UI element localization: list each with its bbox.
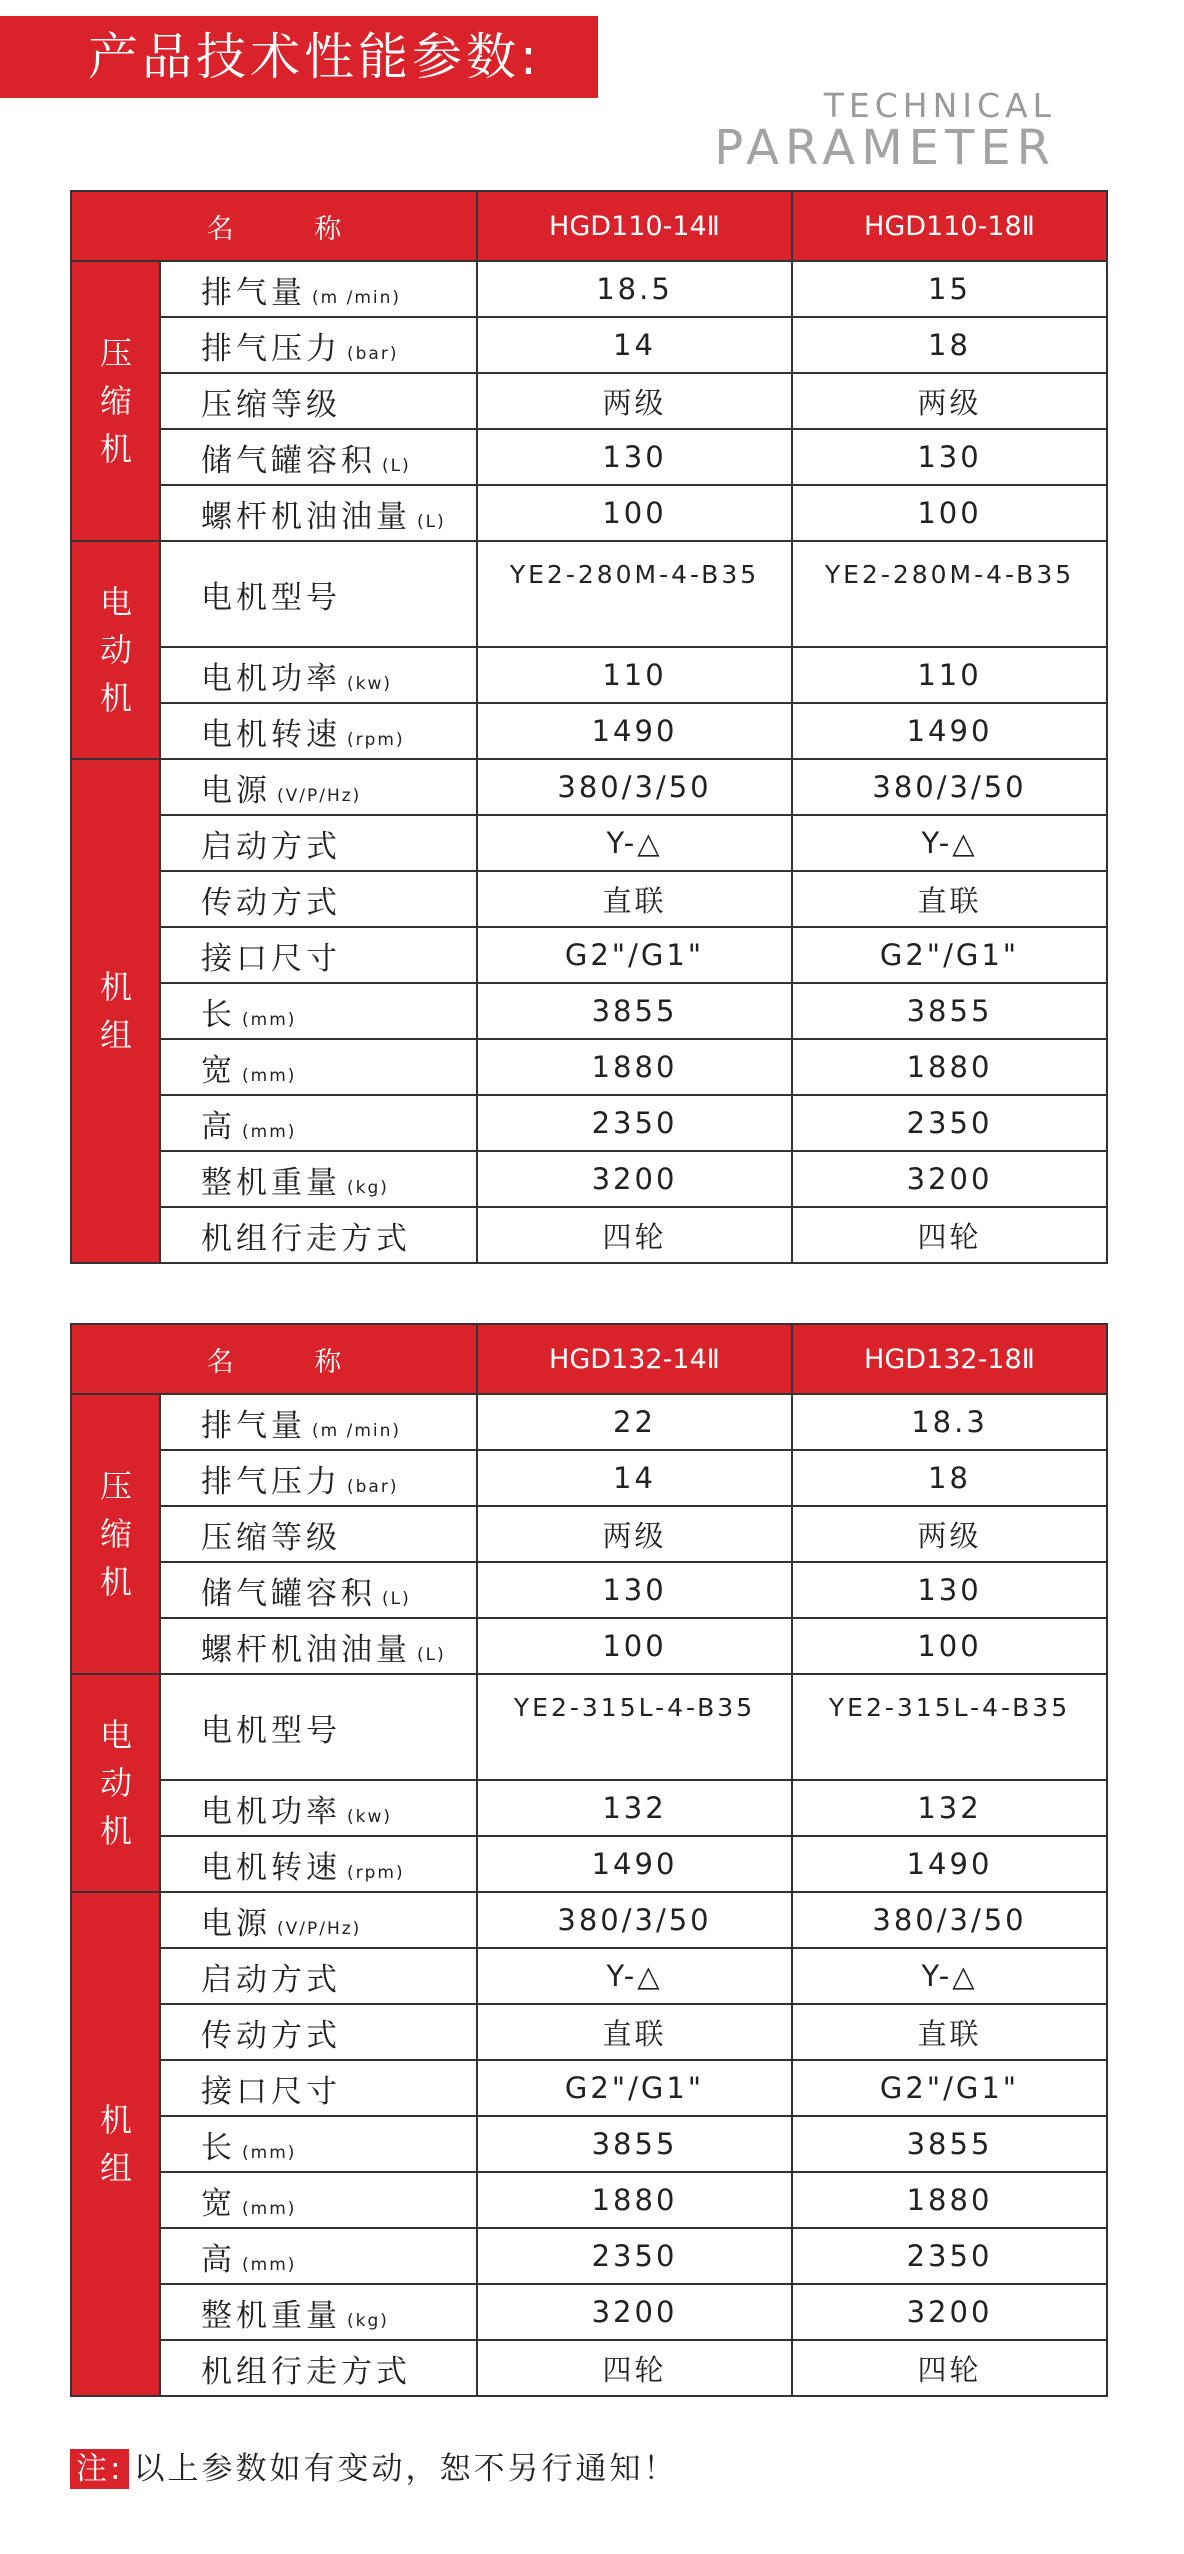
param-value-model-1: 两级 (477, 373, 792, 429)
param-name: 接口尺寸 (201, 2073, 341, 2110)
param-unit: (rpm) (347, 1862, 405, 1883)
param-value-model-2: 18 (792, 317, 1107, 373)
table-row (71, 1506, 1107, 1562)
param-label (160, 2060, 477, 2116)
table-row (71, 373, 1107, 429)
row-group-unit: 机组 (71, 1892, 160, 2396)
param-value-model-1: 18.5 (477, 261, 792, 317)
param-value-model-1: 100 (477, 485, 792, 541)
spec-table (70, 1323, 1108, 2397)
row-group-motor: 电动机 (71, 541, 160, 759)
param-label (160, 261, 477, 317)
param-label (160, 2116, 477, 2172)
param-label (160, 1039, 477, 1095)
table-row (71, 1948, 1107, 2004)
param-value-model-2: 直联 (792, 871, 1107, 927)
param-unit: (L) (382, 1588, 411, 1609)
param-value-model-1: 100 (477, 1618, 792, 1674)
title-banner (0, 16, 598, 98)
param-value-model-2: 110 (792, 647, 1107, 703)
param-value-model-2: 3855 (792, 2116, 1107, 2172)
param-label (160, 927, 477, 983)
param-name: 机组行走方式 (201, 2353, 411, 2390)
param-value-model-1: 两级 (477, 1506, 792, 1562)
param-name: 高 (201, 2241, 236, 2278)
table-row (71, 815, 1107, 871)
param-name: 电机转速 (201, 1849, 341, 1886)
param-value-model-1: YE2-280M-4-B35 (477, 541, 792, 647)
param-name: 传动方式 (201, 884, 341, 921)
column-header-name: 名 称 (71, 1324, 477, 1394)
param-value-model-2: Y-△ (792, 1948, 1107, 2004)
param-label (160, 1151, 477, 1207)
param-name: 排气量 (201, 1407, 306, 1444)
param-label (160, 983, 477, 1039)
param-unit: (bar) (347, 1476, 399, 1497)
param-name: 电机型号 (201, 579, 341, 616)
table-row (71, 1039, 1107, 1095)
param-unit: (kw) (347, 673, 393, 694)
param-name: 电机功率 (201, 660, 341, 697)
param-label (160, 1618, 477, 1674)
param-label (160, 1562, 477, 1618)
param-value-model-1: 3855 (477, 2116, 792, 2172)
param-value-model-2: 3855 (792, 983, 1107, 1039)
param-label (160, 647, 477, 703)
table-header-row (71, 191, 1107, 261)
table-row (71, 2284, 1107, 2340)
table-row (71, 2004, 1107, 2060)
param-value-model-1: 2350 (477, 2228, 792, 2284)
param-name: 压缩等级 (201, 1519, 341, 1556)
param-label (160, 541, 477, 647)
param-value-model-1: 直联 (477, 2004, 792, 2060)
column-header-model-2: HGD110-18Ⅱ (792, 191, 1107, 261)
table-row (71, 983, 1107, 1039)
param-value-model-2: 两级 (792, 1506, 1107, 1562)
param-value-model-1: 1880 (477, 1039, 792, 1095)
param-value-model-1: G2"/G1" (477, 927, 792, 983)
param-unit: (mm) (242, 1065, 297, 1086)
param-value-model-1: 132 (477, 1780, 792, 1836)
param-name: 宽 (201, 1052, 236, 1089)
table-row (71, 429, 1107, 485)
param-value-model-2: 四轮 (792, 2340, 1107, 2396)
param-name: 传动方式 (201, 2017, 341, 2054)
param-value-model-1: 2350 (477, 1095, 792, 1151)
param-value-model-2: YE2-315L-4-B35 (792, 1674, 1107, 1780)
param-unit: (L) (417, 1644, 446, 1665)
param-value-model-1: 3855 (477, 983, 792, 1039)
param-value-model-1: 1490 (477, 703, 792, 759)
param-value-model-1: Y-△ (477, 815, 792, 871)
param-name: 电机转速 (201, 716, 341, 753)
param-label (160, 1892, 477, 1948)
param-value-model-2: 380/3/50 (792, 759, 1107, 815)
param-unit: (rpm) (347, 729, 405, 750)
param-label (160, 703, 477, 759)
param-value-model-1: 1490 (477, 1836, 792, 1892)
param-value-model-2: 100 (792, 1618, 1107, 1674)
param-name: 启动方式 (201, 828, 341, 865)
param-name: 宽 (201, 2185, 236, 2222)
param-value-model-2: 1490 (792, 1836, 1107, 1892)
param-unit: (mm) (242, 2198, 297, 2219)
param-value-model-1: YE2-315L-4-B35 (477, 1674, 792, 1780)
row-group-compressor: 压缩机 (71, 261, 160, 541)
table-header-row (71, 1324, 1107, 1394)
table-row (71, 1780, 1107, 1836)
param-value-model-2: Y-△ (792, 815, 1107, 871)
table-row (71, 2340, 1107, 2396)
param-name: 螺杆机油油量 (201, 498, 411, 535)
param-name: 排气压力 (201, 330, 341, 367)
param-unit: (mm) (242, 1121, 297, 1142)
param-label (160, 485, 477, 541)
table-row (71, 1892, 1107, 1948)
param-name: 长 (201, 2129, 236, 2166)
param-value-model-2: 130 (792, 429, 1107, 485)
param-value-model-2: 1880 (792, 1039, 1107, 1095)
row-group-compressor: 压缩机 (71, 1394, 160, 1674)
note-badge: 注: (70, 2449, 129, 2489)
param-label (160, 871, 477, 927)
subtitle-technical: TECHNICAL (823, 86, 1056, 125)
param-label (160, 429, 477, 485)
param-value-model-2: 直联 (792, 2004, 1107, 2060)
param-value-model-1: Y-△ (477, 1948, 792, 2004)
param-label (160, 373, 477, 429)
note-text: 以上参数如有变动，恕不另行通知！ (133, 2451, 678, 2487)
column-header-model-1: HGD110-14Ⅱ (477, 191, 792, 261)
param-label (160, 1836, 477, 1892)
disclaimer-note (70, 2449, 677, 2489)
param-value-model-2: 四轮 (792, 1207, 1107, 1263)
param-label (160, 815, 477, 871)
param-label (160, 1394, 477, 1450)
param-name: 压缩等级 (201, 386, 341, 423)
param-value-model-2: 2350 (792, 2228, 1107, 2284)
column-header-name: 名 称 (71, 191, 477, 261)
table-row (71, 1836, 1107, 1892)
page-title: 产品技术性能参数: (88, 28, 541, 86)
param-label (160, 2004, 477, 2060)
table-row (71, 1562, 1107, 1618)
param-name: 储气罐容积 (201, 1575, 376, 1612)
table-row (71, 1207, 1107, 1263)
param-name: 高 (201, 1108, 236, 1145)
param-unit: (mm) (242, 2254, 297, 2275)
param-value-model-1: 直联 (477, 871, 792, 927)
param-unit: (m /min) (312, 1420, 402, 1441)
table-row (71, 2228, 1107, 2284)
param-value-model-1: 四轮 (477, 1207, 792, 1263)
param-unit: (L) (382, 455, 411, 476)
param-unit: (m /min) (312, 287, 402, 308)
param-unit: (V/P/Hz) (277, 785, 362, 806)
param-label (160, 1674, 477, 1780)
param-name: 接口尺寸 (201, 940, 341, 977)
table-row (71, 703, 1107, 759)
column-header-model-2: HGD132-18Ⅱ (792, 1324, 1107, 1394)
table-row (71, 1618, 1107, 1674)
table-row (71, 317, 1107, 373)
param-value-model-2: G2"/G1" (792, 2060, 1107, 2116)
param-value-model-2: 两级 (792, 373, 1107, 429)
param-value-model-2: 3200 (792, 2284, 1107, 2340)
param-unit: (V/P/Hz) (277, 1918, 362, 1939)
table-row (71, 647, 1107, 703)
param-value-model-1: 130 (477, 1562, 792, 1618)
table-row (71, 1151, 1107, 1207)
param-value-model-2: 3200 (792, 1151, 1107, 1207)
param-label (160, 2284, 477, 2340)
table-row (71, 871, 1107, 927)
param-value-model-1: 380/3/50 (477, 759, 792, 815)
param-name: 机组行走方式 (201, 1220, 411, 1257)
row-group-motor: 电动机 (71, 1674, 160, 1892)
param-unit: (kg) (347, 2310, 389, 2331)
spec-table (70, 190, 1108, 1264)
param-value-model-2: 100 (792, 485, 1107, 541)
param-unit: (mm) (242, 1009, 297, 1030)
param-label (160, 1095, 477, 1151)
param-name: 整机重量 (201, 2297, 341, 2334)
param-unit: (mm) (242, 2142, 297, 2163)
param-value-model-2: YE2-280M-4-B35 (792, 541, 1107, 647)
param-value-model-1: 3200 (477, 2284, 792, 2340)
param-value-model-2: 130 (792, 1562, 1107, 1618)
param-name: 排气量 (201, 274, 306, 311)
param-value-model-2: 1490 (792, 703, 1107, 759)
param-label (160, 2172, 477, 2228)
param-name: 螺杆机油油量 (201, 1631, 411, 1668)
param-value-model-1: 380/3/50 (477, 1892, 792, 1948)
param-label (160, 2228, 477, 2284)
param-label (160, 1450, 477, 1506)
param-value-model-1: 14 (477, 317, 792, 373)
table-row (71, 1394, 1107, 1450)
table-row (71, 2060, 1107, 2116)
param-value-model-1: 14 (477, 1450, 792, 1506)
param-label (160, 1780, 477, 1836)
param-label (160, 2340, 477, 2396)
table-row (71, 485, 1107, 541)
param-name: 储气罐容积 (201, 442, 376, 479)
param-label (160, 759, 477, 815)
param-unit: (L) (417, 511, 446, 532)
param-label (160, 1207, 477, 1263)
param-unit: (bar) (347, 343, 399, 364)
subtitle-parameter: PARAMETER (714, 120, 1056, 176)
param-value-model-2: 1880 (792, 2172, 1107, 2228)
param-label (160, 1506, 477, 1562)
param-name: 启动方式 (201, 1961, 341, 1998)
param-value-model-1: 3200 (477, 1151, 792, 1207)
param-name: 电源 (201, 772, 271, 809)
param-value-model-1: 1880 (477, 2172, 792, 2228)
param-label (160, 317, 477, 373)
table-row (71, 927, 1107, 983)
param-name: 整机重量 (201, 1164, 341, 1201)
column-header-model-1: HGD132-14Ⅱ (477, 1324, 792, 1394)
param-value-model-1: 22 (477, 1394, 792, 1450)
param-value-model-1: G2"/G1" (477, 2060, 792, 2116)
table-row (71, 541, 1107, 647)
table-row (71, 261, 1107, 317)
param-name: 排气压力 (201, 1463, 341, 1500)
param-value-model-2: 15 (792, 261, 1107, 317)
table-row (71, 1450, 1107, 1506)
param-value-model-2: 18 (792, 1450, 1107, 1506)
param-value-model-2: 380/3/50 (792, 1892, 1107, 1948)
row-group-unit: 机组 (71, 759, 160, 1263)
table-row (71, 759, 1107, 815)
param-unit: (kg) (347, 1177, 389, 1198)
table-row (71, 2172, 1107, 2228)
param-name: 电机功率 (201, 1793, 341, 1830)
param-name: 电源 (201, 1905, 271, 1942)
param-unit: (kw) (347, 1806, 393, 1827)
param-value-model-1: 四轮 (477, 2340, 792, 2396)
param-value-model-2: 132 (792, 1780, 1107, 1836)
table-row (71, 2116, 1107, 2172)
param-value-model-2: G2"/G1" (792, 927, 1107, 983)
param-name: 电机型号 (201, 1712, 341, 1749)
param-label (160, 1948, 477, 2004)
table-row (71, 1674, 1107, 1780)
param-value-model-1: 130 (477, 429, 792, 485)
param-value-model-2: 18.3 (792, 1394, 1107, 1450)
param-value-model-1: 110 (477, 647, 792, 703)
param-name: 长 (201, 996, 236, 1033)
param-value-model-2: 2350 (792, 1095, 1107, 1151)
table-row (71, 1095, 1107, 1151)
